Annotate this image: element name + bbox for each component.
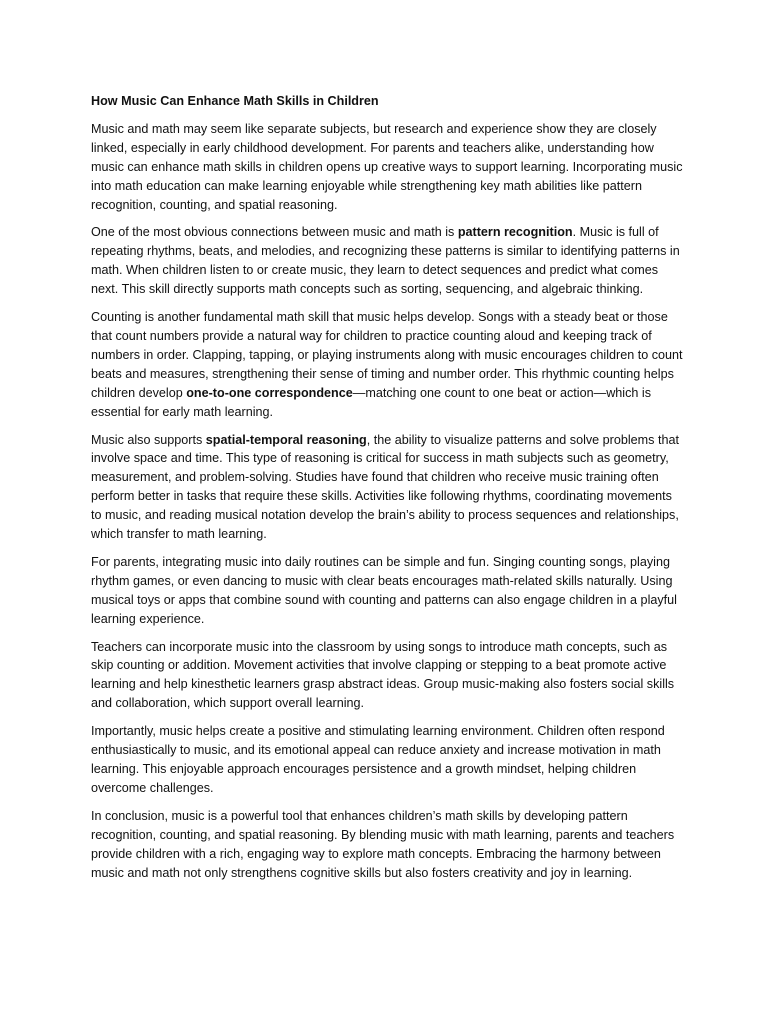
- paragraph-text: Counting is another fundamental math skill that music helps develop. Songs with a steady beat or those that count numbers provide a natural way for children to practice counting aloud and keeping track of numbers in order. Clapping, tapping, or playing instruments along with music encourages children to count beats and measures, strengthening their sense of timing and number order. This rhythmic counting helps children develop: [91, 310, 683, 400]
- bold-term-pattern-recognition: pattern recognition: [457, 225, 573, 240]
- paragraph-text: . Music is full of repeating rhythms, beats, and melodies, and recognizing these patterns is similar to identifying patterns in math. When children listen to or create music, they learn to detect sequences and predict what comes next. This skill directly supports math concepts such as sorting, sequencing, and algebraic thinking.: [91, 225, 680, 297]
- document-page: [91, 92, 683, 891]
- paragraph-counting: [91, 308, 683, 421]
- paragraph-environment: Importantly, music helps create a positive and stimulating learning environment. Children often respond enthusiastically to music, and its emotional appeal can reduce anxiety and increase motivation in math learning. This enjoyable approach encourages persistence and a growth mindset, helping children overcome challenges.: [91, 724, 665, 795]
- paragraph-text: , the ability to visualize patterns and solve problems that involve space and time. This type of reasoning is critical for success in math subjects such as geometry, measurement, and problem-solving. Studies have found that children who receive music training often perform better in tasks that require these skills. Activities like following rhythms, coordinating movements to music, and reading musical notation develop the brain’s ability to process sequences and relationships, which transfer to math learning.: [91, 432, 679, 542]
- paragraph-conclusion: In conclusion, music is a powerful tool that enhances children’s math skills by developing pattern recognition, counting, and spatial reasoning. By blending music with math learning, parents and teachers provide children with a rich, engaging way to explore math concepts. Embracing the harmony between music and math not only strengthens cognitive skills but also fosters creativity and joy in learning.: [91, 808, 675, 880]
- paragraph-spatial-reasoning: [91, 431, 683, 544]
- paragraph-teachers: Teachers can incorporate music into the classroom by using songs to introduce math concepts, such as skip counting or addition. Movement activities that involve clapping or stepping to a beat promote active learning and help kinesthetic learners grasp abstract ideas. Group music-making also fosters social skills and collaboration, which support overall learning.: [91, 639, 675, 711]
- paragraph-text: —matching one count to one beat or action—which is essential for early math learning.: [91, 385, 651, 419]
- bold-term-spatial-temporal-reasoning: spatial-temporal reasoning: [205, 432, 367, 447]
- paragraph-text: Music also supports: [91, 432, 206, 447]
- paragraph-intro: Music and math may seem like separate subjects, but research and experience show they are closely linked, especially in early childhood development. For parents and teachers alike, understanding how music can enhance math skills in children opens up creative ways to support learning. Incorporating music into math education can make learning enjoyable while strengthening key math abilities like pattern recognition, counting, and spatial reasoning.: [91, 121, 683, 212]
- paragraph-text: One of the most obvious connections between music and math is: [91, 225, 458, 240]
- document-title: How Music Can Enhance Math Skills in Children: [91, 94, 379, 108]
- paragraph-parents: For parents, integrating music into daily routines can be simple and fun. Singing counting songs, playing rhythm games, or even dancing to music with clear beats encourages math-related skills naturally. Using musical toys or apps that combine sound with counting and patterns can also engage children in a playful learning experience.: [91, 554, 677, 626]
- bold-term-one-to-one-correspondence: one-to-one correspondence: [186, 385, 353, 400]
- paragraph-pattern-recognition: [91, 223, 683, 299]
